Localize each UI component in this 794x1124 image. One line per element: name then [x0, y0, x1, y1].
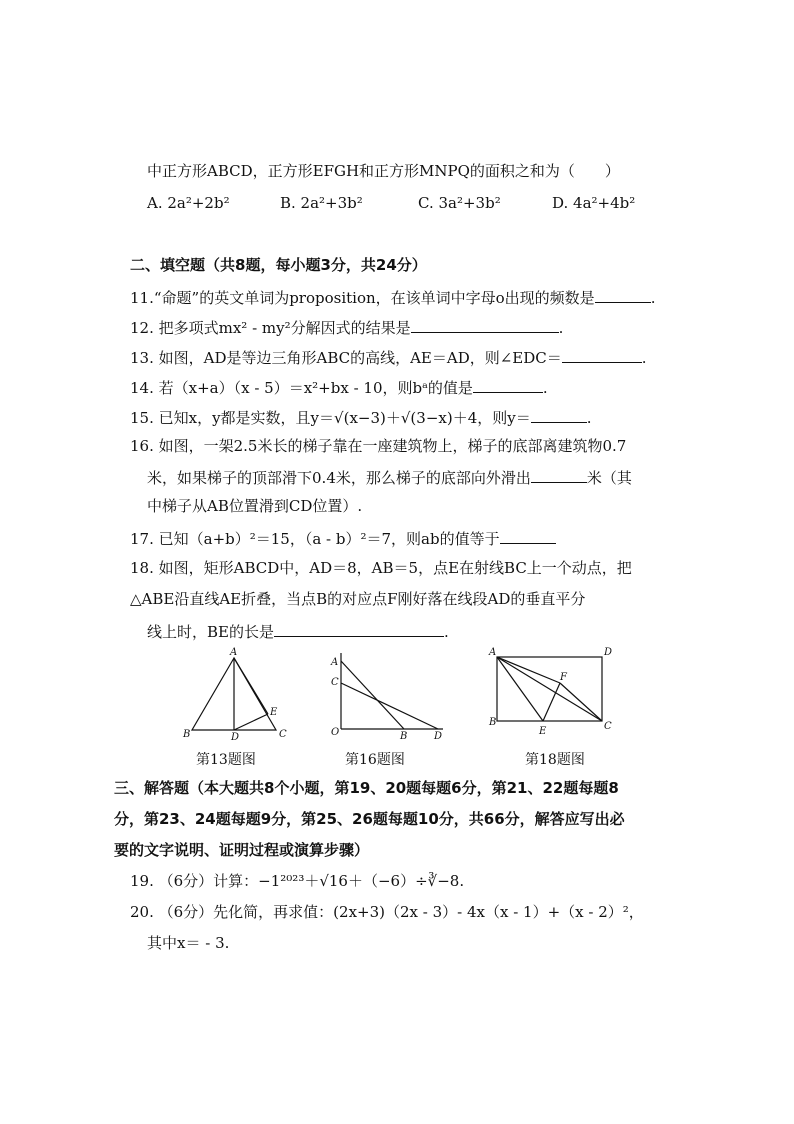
question-16-line-1: 16. 如图，一架2.5米长的梯子靠在一座建筑物上，梯子的底部离建筑物0.7: [130, 437, 627, 455]
label-e: E: [539, 726, 547, 737]
label-a: A: [489, 647, 497, 658]
question-20-line-1: 20. （6分）先化简，再求值：(2x+3)（2x - 3）- 4x（x - 1）+（x - 2）²，: [130, 903, 644, 921]
label-b: B: [400, 731, 408, 740]
question-13-text: 13. 如图，AD是等边三角形ABC的高线，AE＝AD，则∠EDC＝: [130, 349, 562, 367]
question-16-line-2b: 米（其: [586, 469, 632, 487]
question-17-text: 17. 已知（a+b）²＝15，（a - b）²＝7，则ab的值等于: [130, 530, 500, 548]
figure-13: [180, 645, 290, 740]
section-3-heading-line-3: 要的文字说明、证明过程或演算步骤）: [114, 841, 370, 859]
section-2-heading: 二、填空题（共8题，每小题3分，共24分）: [130, 256, 427, 274]
answer-blank: [274, 620, 444, 637]
question-20-line-2: 其中x＝ - 3.: [147, 934, 230, 952]
question-16-line-2: [147, 466, 632, 488]
question-12-text: 12. 把多项式mx² - my²分解因式的结果是: [130, 319, 411, 337]
label-c: C: [279, 729, 287, 740]
ladder-cd: [341, 683, 438, 729]
question-18-line-3-text: 线上时，BE的长是: [147, 623, 274, 641]
answer-blank: [473, 376, 543, 393]
label-d: D: [434, 731, 443, 740]
question-15: 15. 已知x，y都是实数，且y＝√(x−3)＋√(3−x)＋4，则y＝ .: [130, 406, 592, 428]
segment-ae: [234, 658, 268, 714]
figure-18: [486, 645, 616, 740]
caption-figure-18: 第18题图: [525, 752, 585, 768]
answer-blank: [531, 406, 587, 423]
answer-blank: [595, 286, 651, 303]
caption-figure-13: 第13题图: [196, 752, 256, 768]
option-b: B. 2a²+3b²: [280, 194, 363, 212]
question-16-line-3: 中梯子从AB位置滑到CD位置）.: [147, 497, 363, 515]
question-13: 13. 如图，AD是等边三角形ABC的高线，AE＝AD，则∠EDC＝ .: [130, 346, 647, 368]
question-18-line-3: 线上时，BE的长是 .: [147, 620, 449, 642]
question-15-text: 15. 已知x，y都是实数，且y＝√(x−3)＋√(3−x)＋4，则y＝: [130, 409, 531, 427]
question-11: 11.“命题”的英文单词为proposition，在该单词中字母o出现的频数是 .: [130, 286, 655, 308]
label-e: E: [270, 707, 278, 718]
segment-ef: [543, 683, 560, 721]
question-14: 14. 若（x+a）（x - 5）＝x²+bx - 10，则bᵃ的值是 .: [130, 376, 548, 398]
question-18-line-1: 18. 如图，矩形ABCD中，AD＝8，AB＝5，点E在射线BC上一个动点，把: [130, 559, 632, 577]
segment-de: [234, 714, 268, 730]
label-b: B: [489, 717, 497, 728]
answer-blank: [500, 527, 556, 544]
label-a: A: [230, 647, 238, 658]
answer-blank: [531, 466, 587, 483]
diagonal-ac: [497, 657, 602, 721]
question-17: [130, 527, 556, 549]
section-3-heading-line-1: 三、解答题（本大题共8个小题，第19、20题每题6分，第21、22题每题8: [114, 779, 619, 797]
figure-16: [328, 645, 448, 740]
label-c: C: [604, 721, 612, 732]
caption-figure-16: 第16题图: [345, 752, 405, 768]
answer-blank: [411, 316, 559, 333]
label-o: O: [331, 727, 340, 738]
question-14-text: 14. 若（x+a）（x - 5）＝x²+bx - 10，则bᵃ的值是: [130, 379, 473, 397]
label-a: A: [331, 657, 339, 668]
segment-fc: [560, 683, 602, 721]
label-d: D: [604, 647, 613, 658]
answer-blank: [562, 346, 642, 363]
option-d: D. 4a²+4b²: [552, 194, 636, 212]
question-10-continuation: 中正方形ABCD，正方形EFGH和正方形MNPQ的面积之和为（ ）: [147, 162, 620, 180]
question-11-text: 11.“命题”的英文单词为proposition，在该单词中字母o出现的频数是: [130, 289, 595, 307]
question-16-line-2a: 米，如果梯子的顶部滑下0.4米，那么梯子的底部向外滑出: [147, 469, 531, 487]
label-c: C: [331, 677, 339, 688]
option-c: C. 3a²+3b²: [418, 194, 501, 212]
label-b: B: [183, 729, 191, 740]
question-12: 12. 把多项式mx² - my²分解因式的结果是 .: [130, 316, 563, 338]
label-f: F: [560, 672, 567, 683]
section-3-heading-line-2: 分，第23、24题每题9分，第25、26题每题10分，共66分，解答应写出必: [114, 810, 625, 828]
question-19: 19. （6分）计算：−1²⁰²³＋√16＋（−6）÷∛−8.: [130, 872, 465, 890]
question-18-line-2: △ABE沿直线AE折叠，当点B的对应点F刚好落在线段AD的垂直平分: [130, 590, 586, 608]
option-a: A. 2a²+2b²: [147, 194, 230, 212]
ladder-ab: [341, 661, 404, 729]
label-d: D: [231, 732, 240, 740]
